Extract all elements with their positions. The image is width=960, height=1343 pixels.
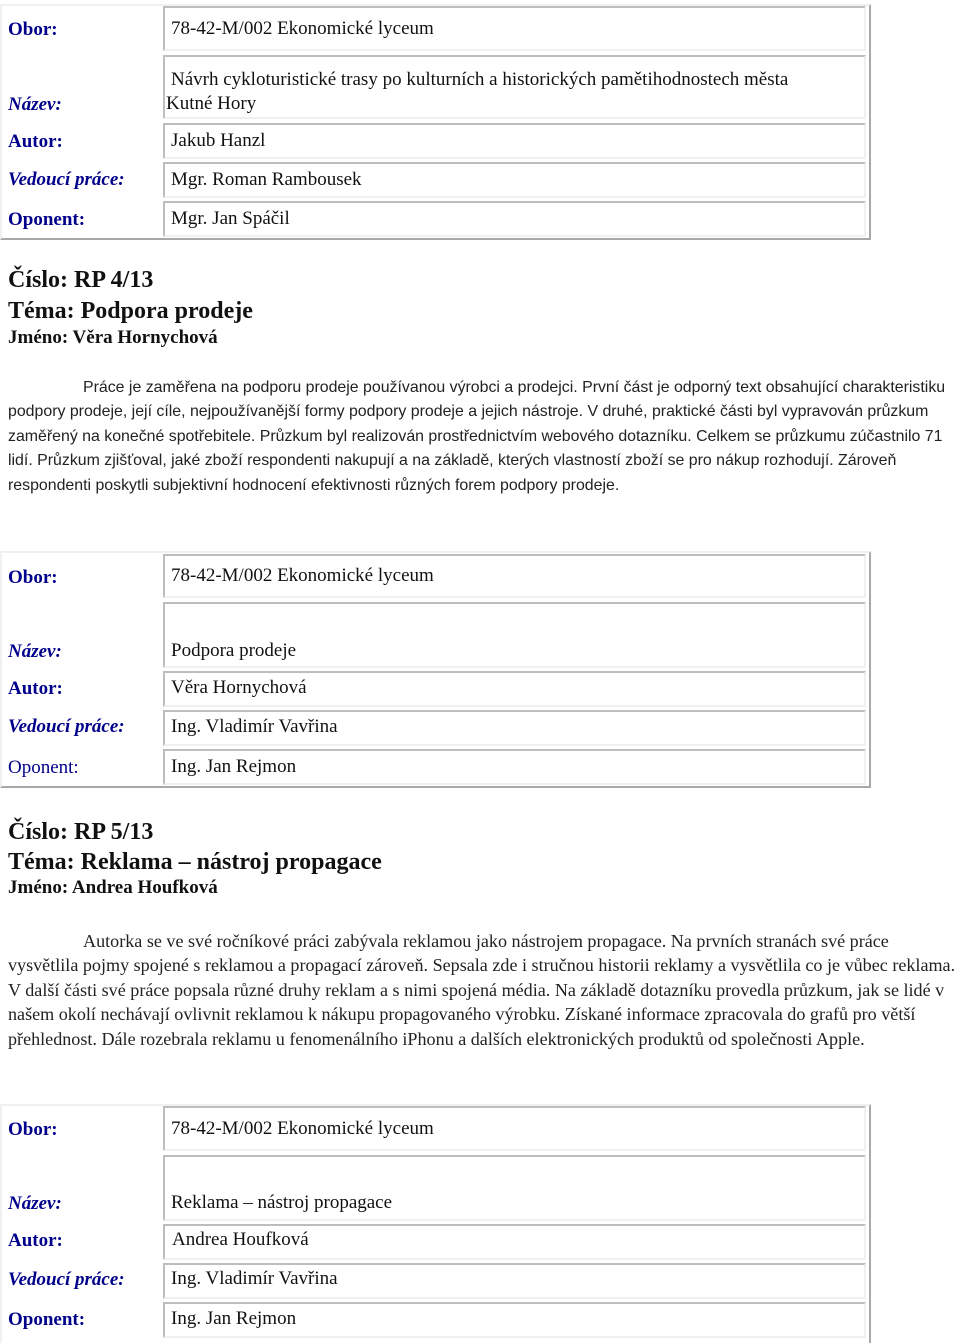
entry-author: Jméno: Věra Hornychová	[8, 327, 218, 348]
nazev-label: Název:	[8, 641, 62, 662]
nazev-label: Název:	[8, 1193, 62, 1214]
autor-value: Věra Hornychová	[171, 677, 307, 698]
entry-topic: Téma: Podpora prodeje	[8, 298, 253, 324]
vedouci-value: Mgr. Roman Rambousek	[171, 169, 362, 190]
oponent-label: Oponent:	[8, 1309, 86, 1330]
entry-number: Číslo: RP 4/13	[8, 267, 154, 293]
vedouci-label: Vedoucí práce:	[8, 716, 125, 737]
oponent-label: Oponent:	[8, 209, 86, 230]
entry-abstract: Autorka se ve své ročníkové práci zabývala reklamou jako nástrojem propagace. Na prvních stranách své práce vysvětlila pojmy spojené s reklamou a propagací zároveň. Sepsala zde i stručnou historii reklamy a vysvětlila co je vůbec reklama. V další části své práce popsala různé druhy reklam a s nimi spojená média. Na základě dotazníku provedla průzkum, jak se lidé v našem okolí nechávají ovlivnit reklamou k nákupu propagovaného výrobku. Získané informace zpracovala do grafů pro větší přehlednost. Dále rozebrala reklamu u fenomenálního iPhonu a dalších elektronických produktů od společnosti Apple.	[8, 931, 956, 1049]
autor-label: Autor:	[8, 131, 63, 152]
oponent-label: Oponent:	[8, 757, 79, 778]
nazev-value-line1: Návrh cykloturistické trasy po kulturních a historických pamětihodnostech města	[171, 69, 789, 90]
nazev-label: Název:	[8, 94, 62, 115]
autor-label: Autor:	[8, 1230, 63, 1251]
obor-value: 78-42-M/002 Ekonomické lyceum	[171, 18, 434, 39]
entry-number: Číslo: RP 5/13	[8, 819, 154, 845]
obor-label: Obor:	[8, 1119, 58, 1140]
obor-label: Obor:	[8, 567, 58, 588]
nazev-value: Reklama – nástroj propagace	[171, 1192, 393, 1213]
vedouci-value: Ing. Vladimír Vavřina	[171, 1268, 338, 1289]
nazev-value: Podpora prodeje	[171, 640, 297, 661]
autor-value: Andrea Houfková	[172, 1229, 309, 1250]
autor-cell	[163, 123, 866, 159]
obor-value: 78-42-M/002 Ekonomické lyceum	[171, 565, 434, 586]
vedouci-value: Ing. Vladimír Vavřina	[171, 716, 338, 737]
entry-topic: Téma: Reklama – nástroj propagace	[8, 849, 382, 875]
oponent-value: Mgr. Jan Spáčil	[171, 208, 290, 229]
autor-label: Autor:	[8, 678, 63, 699]
entry-author: Jméno: Andrea Houfková	[8, 877, 218, 898]
oponent-value: Ing. Jan Rejmon	[171, 756, 297, 777]
obor-value: 78-42-M/002 Ekonomické lyceum	[171, 1118, 434, 1139]
vedouci-label: Vedoucí práce:	[8, 1269, 125, 1290]
autor-value: Jakub Hanzl	[171, 130, 266, 151]
nazev-value-line2: Kutné Hory	[166, 93, 257, 114]
entry-abstract: Práce je zaměřena na podporu prodeje používanou výrobci a prodejci. První část je odporný text obsahující charakteristiku podpory prodeje, její cíle, nejpoužívanější formy podpory prodeje a jejich nástroje. V druhé, praktické části byl vypravován průzkum zaměřený na konečné spotřebitele. Průzkum byl realizován prostřednictvím webového dotazníku. Celkem se průzkumu zúčastnilo 71 lidí. Průzkum zjišťoval, jaké zboží respondenti nakupují a na základě, kterých vlastností zboží se pro nákup rozhodují. Zároveň respondenti poskytli subjektivní hodnocení efektivnosti různých forem podpory prodeje.	[8, 379, 946, 494]
vedouci-label: Vedoucí práce:	[8, 169, 125, 190]
oponent-value: Ing. Jan Rejmon	[171, 1308, 297, 1329]
obor-label: Obor:	[8, 19, 58, 40]
